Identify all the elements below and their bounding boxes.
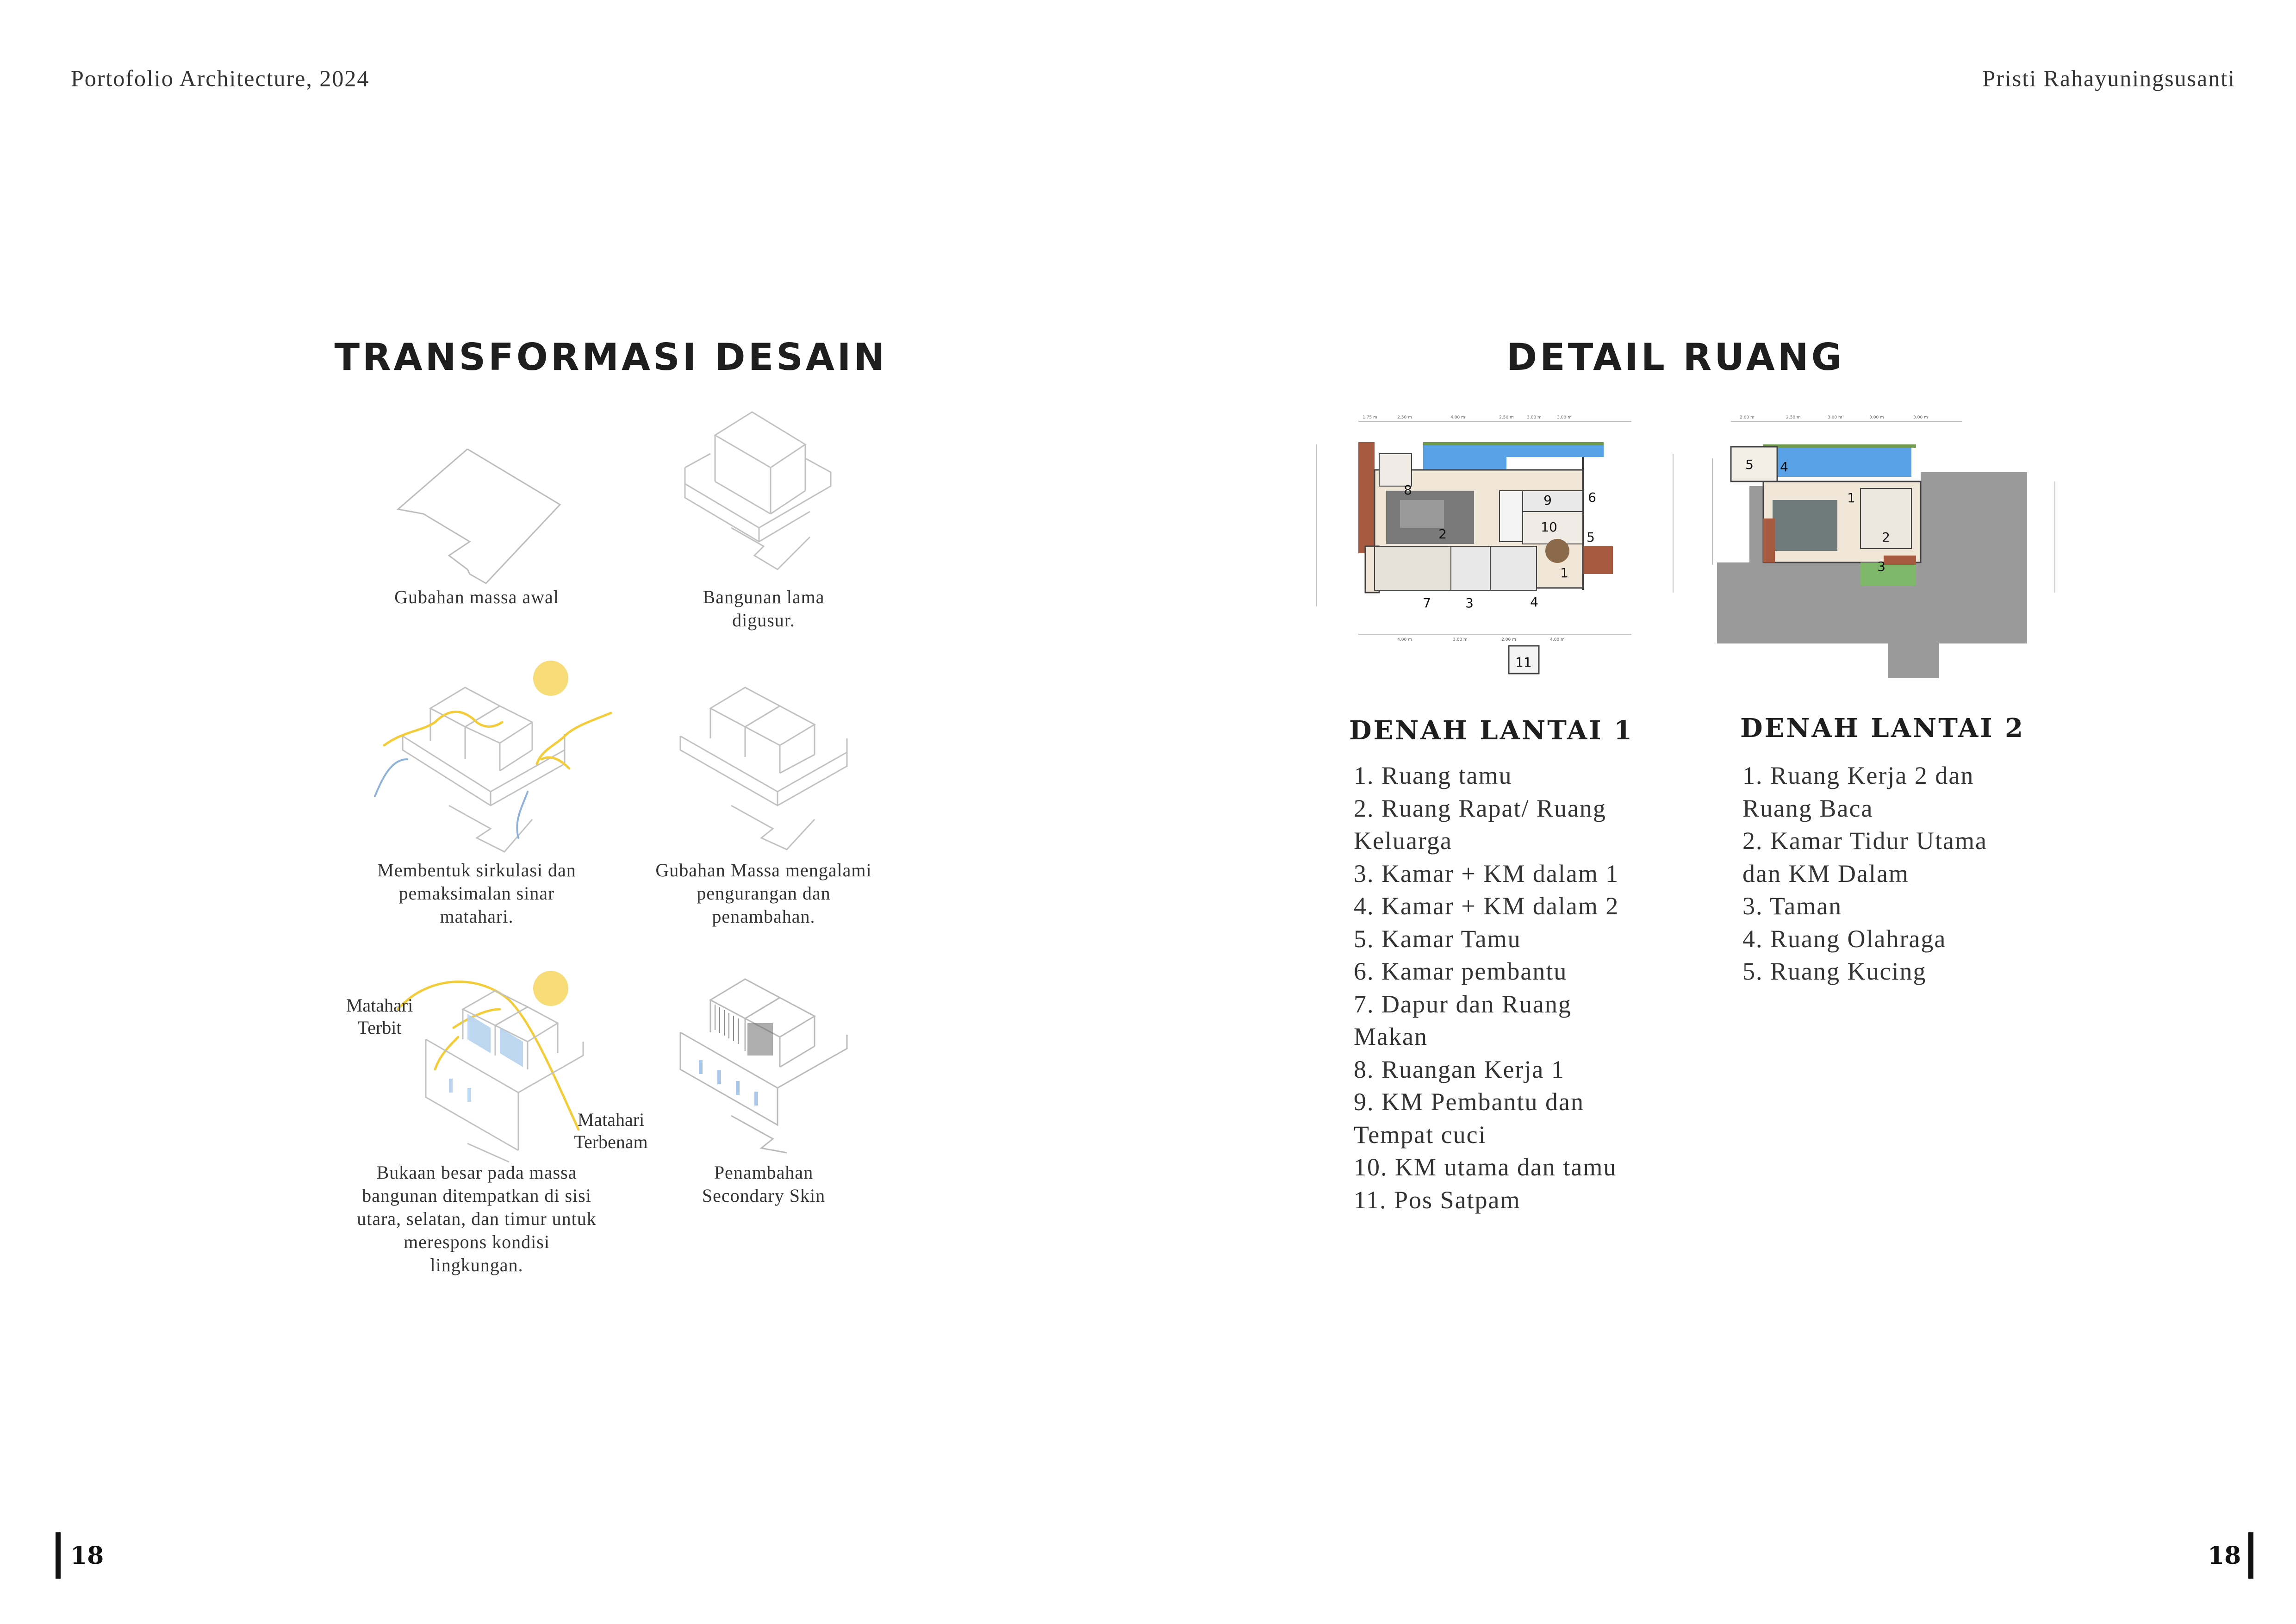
- sun-icon: [533, 971, 568, 1006]
- room-marker: 5: [1745, 457, 1754, 472]
- list-item: 3. Kamar + KM dalam 1: [1354, 859, 1619, 887]
- dim-label: 1.75 m: [1363, 415, 1377, 420]
- dim-label: 3.00 m: [1453, 637, 1468, 642]
- header-right: Pristi Rahayuningsusanti: [1982, 65, 2235, 91]
- room-marker: 5: [1587, 530, 1595, 545]
- list-item: 8. Ruangan Kerja 1: [1354, 1055, 1565, 1083]
- dim-label: 2.00 m: [1740, 415, 1755, 420]
- list-item: 1. Ruang tamu: [1354, 762, 1512, 789]
- dim-label: 2.00 m: [1501, 637, 1516, 642]
- label-matahari-terbenam: Matahari Terbenam: [574, 1109, 648, 1152]
- dim-label: 4.00 m: [1397, 637, 1412, 642]
- dim-label: 2.50 m: [1786, 415, 1801, 420]
- caption-bangunan-lama: Bangunan lama digusur.: [703, 587, 825, 631]
- room-marker: 8: [1404, 482, 1412, 498]
- list-item: 4. Ruang Olahraga: [1742, 924, 1947, 953]
- list-item: 6. Kamar pembantu: [1354, 957, 1568, 985]
- dim-label: 3.00 m: [1557, 415, 1572, 420]
- caption-gubahan-awal: Gubahan massa awal: [394, 587, 559, 607]
- list-item: 9. KM Pembantu dan Tempat cuci: [1354, 1088, 1584, 1149]
- transformasi-desain-title: TRANSFORMASI DESAIN: [334, 336, 888, 379]
- dim-label: 2.50 m: [1499, 415, 1514, 420]
- room-marker: 3: [1877, 559, 1885, 574]
- dim-label: 4.00 m: [1550, 637, 1565, 642]
- denah-lantai-2-heading: DENAH LANTAI 2: [1740, 713, 2025, 743]
- list-item: 5. Kamar Tamu: [1354, 924, 1521, 953]
- room-marker: 4: [1780, 459, 1788, 475]
- room-marker: 1: [1560, 565, 1568, 581]
- dim-label: 3.00 m: [1913, 415, 1928, 420]
- room-marker: 10: [1541, 519, 1557, 535]
- room-marker: 6: [1588, 490, 1596, 505]
- detail-ruang-title: DETAIL RUANG: [1506, 336, 1845, 379]
- mass-diagram-circulation: [370, 653, 629, 852]
- dim-label: 3.00 m: [1527, 415, 1542, 420]
- room-marker: 9: [1543, 493, 1552, 508]
- mass-diagram-demolish: [671, 407, 856, 593]
- page-marker-bar-left: [56, 1532, 61, 1579]
- sun-icon: [533, 661, 568, 696]
- mass-diagram-reduction: [671, 676, 865, 852]
- list-item: 2. Kamar Tidur Utama dan KM Dalam: [1742, 827, 1987, 887]
- denah-lantai-1-heading: DENAH LANTAI 1: [1349, 715, 1634, 746]
- dim-label: 2.50 m: [1397, 415, 1412, 420]
- page-number-right: 18: [2208, 1542, 2241, 1570]
- caption-bukaan: Bukaan besar pada massa bangunan ditempatkan di sisi utara, selatan, dan timur untuk merespons kondisi lingkungan.: [357, 1162, 597, 1275]
- mass-diagram-initial: [380, 435, 574, 593]
- floor-plan-lantai-2: [1703, 407, 2064, 694]
- label-matahari-terbit: Matahari Terbit: [346, 995, 413, 1038]
- room-marker: 2: [1438, 526, 1447, 542]
- list-item: 5. Ruang Kucing: [1742, 957, 1927, 985]
- room-list-lantai-1: [1354, 759, 1687, 1216]
- caption-sirkulasi: Membentuk sirkulasi dan pemaksimalan sinar matahari.: [377, 860, 576, 927]
- room-marker: 7: [1423, 595, 1431, 611]
- room-marker: 11: [1515, 655, 1532, 670]
- floor-plan-lantai-1: [1305, 407, 1675, 685]
- page-number-left: 18: [70, 1542, 104, 1570]
- room-marker: 4: [1530, 594, 1538, 610]
- caption-secondary-skin: Penambahan Secondary Skin: [702, 1162, 826, 1206]
- list-item: 10. KM utama dan tamu: [1354, 1153, 1617, 1181]
- header-left: Portofolio Architecture, 2024: [71, 65, 370, 91]
- dim-label: 4.00 m: [1450, 415, 1465, 420]
- room-list-lantai-2: [1742, 759, 2076, 988]
- list-item: 3. Taman: [1742, 892, 1842, 920]
- list-item: 1. Ruang Kerja 2 dan Ruang Baca: [1742, 762, 1974, 822]
- mass-diagram-secondary-skin: [671, 968, 865, 1153]
- list-item: 2. Ruang Rapat/ Ruang Keluarga: [1354, 794, 1606, 855]
- room-marker: 3: [1465, 595, 1474, 611]
- list-item: 4. Kamar + KM dalam 2: [1354, 892, 1619, 920]
- list-item: 11. Pos Satpam: [1354, 1186, 1521, 1214]
- dim-label: 3.00 m: [1869, 415, 1884, 420]
- caption-pengurangan: Gubahan Massa mengalami pengurangan dan penambahan.: [655, 860, 872, 927]
- dim-label: 3.00 m: [1828, 415, 1842, 420]
- list-item: 7. Dapur dan Ruang Makan: [1354, 990, 1572, 1050]
- room-marker: 1: [1847, 490, 1855, 506]
- page-marker-bar-right: [2248, 1532, 2253, 1579]
- room-marker: 2: [1882, 530, 1890, 545]
